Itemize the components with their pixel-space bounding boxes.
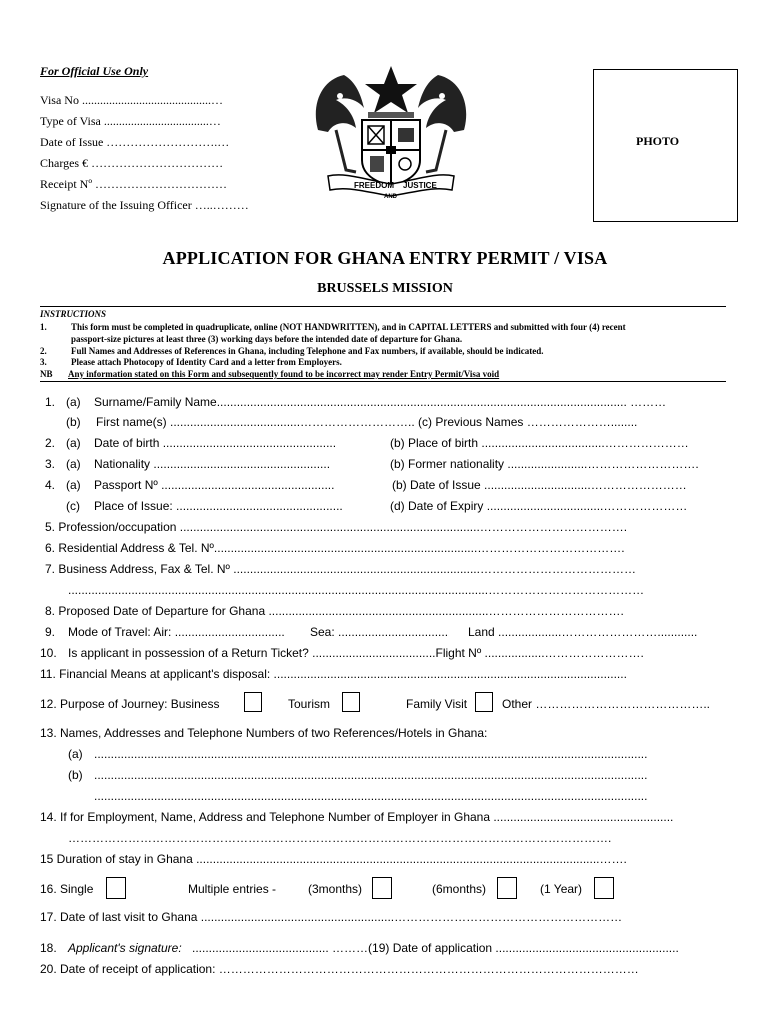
departure-date-field[interactable]: 8. Proposed Date of Departure for Ghana ..................................................................……………………………. <box>45 604 624 618</box>
travel-land-field[interactable]: Land ...................……………………............ <box>468 625 698 639</box>
references-label: 13. Names, Addresses and Telephone Numbers of two References/Hotels in Ghana: <box>40 726 488 740</box>
official-use-title: For Official Use Only <box>40 64 149 78</box>
passport-no-field[interactable]: Passport Nº .................................................... <box>94 478 335 492</box>
former-nationality-field[interactable]: (b) Former nationality ........................………………………. <box>390 457 699 471</box>
q1b-label: (b) <box>66 415 81 429</box>
applicant-signature-label: Applicant's signature: <box>68 941 182 955</box>
ghana-coat-of-arms <box>306 60 476 200</box>
instruction-text: passport-size pictures at least three (3) working days before the intended date of departure for Ghana. <box>71 334 463 344</box>
surname-field[interactable]: Surname/Family Name........................................................................................................................... ……… <box>94 395 667 409</box>
single-entry-checkbox[interactable] <box>106 877 126 899</box>
q2-number: 2. <box>45 436 56 450</box>
business-checkbox[interactable] <box>244 692 262 712</box>
page-title: APPLICATION FOR GHANA ENTRY PERMIT / VISA <box>162 248 608 268</box>
multiple-entries-label: Multiple entries - <box>188 882 277 896</box>
employer-continued-field[interactable]: ………………………………………………………………………………………………………………………. <box>68 831 612 845</box>
instruction-number: 3. <box>40 357 47 367</box>
instruction-text: Please attach Photocopy of Identity Card and a letter from Employers. <box>71 357 342 367</box>
motto-justice: JUSTICE <box>403 181 437 190</box>
instruction-text: Any information stated on this Form and subsequently found to be incorrect may render Entry Permit/Visa void <box>68 369 500 379</box>
motto-and: AND <box>384 194 397 200</box>
divider-bottom <box>40 381 726 382</box>
q3-number: 3. <box>45 457 56 471</box>
q4c-label: (c) <box>66 499 80 513</box>
motto-freedom: FREEDOM <box>354 181 394 190</box>
first-names-field[interactable]: First name(s) .......................................……………………….. (c) Previous Names …………………........ <box>96 415 638 429</box>
date-of-issue-field[interactable]: Date of Issue ……………………….… <box>40 135 230 149</box>
other-purpose-field[interactable]: Other …………………………………….. <box>502 697 711 711</box>
q3a-label: (a) <box>66 457 81 471</box>
employer-field[interactable]: 14. If for Employment, Name, Address and Telephone Number of Employer in Ghana ...................................................... <box>40 810 674 824</box>
q1-number: 1. <box>45 395 56 409</box>
business-address-continued[interactable]: ..............................................................................................................................………………………………… <box>68 583 645 597</box>
tourism-checkbox[interactable] <box>342 692 360 712</box>
reference-a-field[interactable]: ...................................................................................................................................................................... <box>94 747 648 761</box>
family-visit-label: Family Visit <box>406 697 468 711</box>
q18-number: 18. <box>40 941 57 955</box>
divider-top <box>40 306 726 307</box>
date-of-expiry-field[interactable]: (d) Date of Expiry ...................................………………… <box>390 499 688 513</box>
instruction-number: NB <box>40 369 53 379</box>
charges-field[interactable]: Charges € …………………………… <box>40 156 224 170</box>
q4a-label: (a) <box>66 478 81 492</box>
tourism-label: Tourism <box>288 697 331 711</box>
visa-no-field[interactable]: Visa No ...........................................… <box>40 93 223 107</box>
residential-address-field[interactable]: 6. Residential Address & Tel. Nº...............................................................................………………………………. <box>45 541 625 555</box>
q4-number: 4. <box>45 478 56 492</box>
reference-b-field[interactable]: ...................................................................................................................................................................... <box>94 768 648 782</box>
travel-sea-field[interactable]: Sea: ................................. <box>310 625 449 639</box>
q10-number: 10. <box>40 646 57 660</box>
six-months-checkbox[interactable] <box>497 877 517 899</box>
place-of-issue-field[interactable]: Place of Issue: .................................................. <box>94 499 343 513</box>
type-of-visa-field[interactable]: Type of Visa ...................................… <box>40 114 221 128</box>
business-address-field[interactable]: 7. Business Address, Fax & Tel. Nº ..........................................................................………………………………… <box>45 562 636 576</box>
instruction-text: This form must be completed in quadruplicate, online (NOT HANDWRITTEN), and in CAPITAL LETTERS and submitted with four (4) recent <box>71 322 626 332</box>
issuing-officer-signature-field[interactable]: Signature of the Issuing Officer …..……… <box>40 198 249 212</box>
three-months-label: (3months) <box>308 882 363 896</box>
q1a-label: (a) <box>66 395 81 409</box>
place-of-birth-field[interactable]: (b) Place of birth .....................................………………… <box>390 436 689 450</box>
instruction-number: 2. <box>40 346 47 356</box>
family-visit-checkbox[interactable] <box>475 692 493 712</box>
date-of-birth-field[interactable]: Date of birth .................................................... <box>94 436 337 450</box>
three-months-checkbox[interactable] <box>372 877 392 899</box>
reference-continued-field[interactable]: ...................................................................................................................................................................... <box>94 789 648 803</box>
travel-air-field[interactable]: Mode of Travel: Air: ................................. <box>68 625 285 639</box>
signature-and-date-field[interactable]: ......................................... ………(19) Date of application ....................................................... <box>192 941 679 955</box>
nationality-field[interactable]: Nationality ..................................................... <box>94 457 331 471</box>
photo-label: PHOTO <box>636 134 680 148</box>
q13b-label: (b) <box>68 768 83 782</box>
receipt-field[interactable]: Receipt Nº …………………………… <box>40 177 228 191</box>
one-year-checkbox[interactable] <box>594 877 614 899</box>
instruction-text: Full Names and Addresses of References in Ghana, including Telephone and Fax numbers, if available, should be indicated. <box>71 346 544 356</box>
last-visit-field[interactable]: 17. Date of last visit to Ghana ..........................................................………………………………………………… <box>40 910 623 924</box>
financial-means-field[interactable]: 11. Financial Means at applicant's disposal: .......................................................................................................... <box>40 667 627 681</box>
profession-field[interactable]: 5. Profession/occupation ..........................................................................................………………………………. <box>45 520 628 534</box>
one-year-label: (1 Year) <box>540 882 583 896</box>
page-subtitle: BRUSSELS MISSION <box>317 281 453 296</box>
instructions-heading: INSTRUCTIONS <box>40 309 107 319</box>
q13a-label: (a) <box>68 747 83 761</box>
duration-of-stay-field[interactable]: 15 Duration of stay in Ghana .........................................................................................................................……. <box>40 852 627 866</box>
q2a-label: (a) <box>66 436 81 450</box>
six-months-label: (6months) <box>432 882 487 896</box>
return-ticket-field[interactable]: Is applicant in possession of a Return Ticket? .....................................Flight Nº ..................……………………. <box>68 646 644 660</box>
instruction-number: 1. <box>40 322 47 332</box>
q9-number: 9. <box>45 625 56 639</box>
date-of-receipt-field[interactable]: 20. Date of receipt of application: …………………………………………………………………………………………… <box>40 962 639 976</box>
purpose-of-journey-label: 12. Purpose of Journey: Business <box>40 697 220 711</box>
passport-date-of-issue-field[interactable]: (b) Date of Issue ................................…………………… <box>392 478 687 492</box>
single-entry-label: 16. Single <box>40 882 94 896</box>
